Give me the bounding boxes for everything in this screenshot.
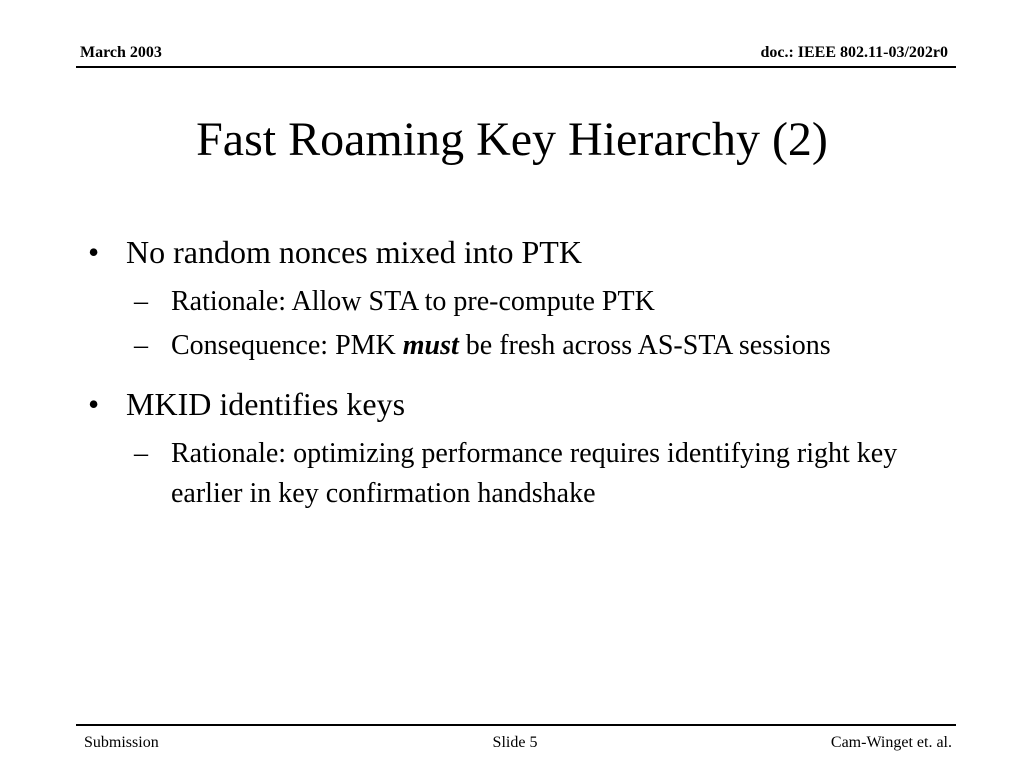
bullet-text: MKID identifies keys: [126, 386, 406, 422]
dash-icon: –: [134, 438, 148, 469]
footer-authors: Cam-Winget et. al.: [830, 734, 952, 751]
sub-bullet-item: [134, 326, 948, 366]
header-rule: [76, 66, 956, 68]
sub-bullet-text-pre: Consequence: PMK: [171, 330, 403, 361]
footer-slide-number: Slide 5: [492, 734, 538, 751]
sub-bullet-text: Rationale: optimizing performance requires identifying right key earlier in key confirmation handshake: [171, 438, 898, 509]
bullet-text: No random nonces mixed into PTK: [126, 234, 582, 270]
sub-bullet-text: Rationale: Allow STA to pre-compute PTK: [171, 286, 655, 317]
dash-icon: –: [134, 330, 148, 361]
bullet-icon: •: [88, 386, 100, 422]
bullet-item: [88, 382, 948, 426]
sub-bullet-text-post: be fresh across AS-STA sessions: [458, 330, 831, 361]
slide-title: Fast Roaming Key Hierarchy (2): [196, 113, 828, 166]
header-date: March 2003: [80, 44, 162, 61]
emphasis-text: must: [402, 330, 459, 361]
header-doc-id: doc.: IEEE 802.11-03/202r0: [760, 44, 948, 61]
footer-submission: Submission: [84, 734, 159, 751]
sub-bullet-item: [134, 434, 948, 514]
sub-bullet-text: [171, 326, 831, 366]
bullet-icon: •: [88, 234, 100, 270]
footer-rule: [76, 724, 956, 726]
spacer: [88, 370, 948, 382]
sub-bullet-item: [134, 282, 948, 322]
slide-body: [88, 230, 948, 518]
bullet-item: [88, 230, 948, 274]
dash-icon: –: [134, 286, 148, 317]
